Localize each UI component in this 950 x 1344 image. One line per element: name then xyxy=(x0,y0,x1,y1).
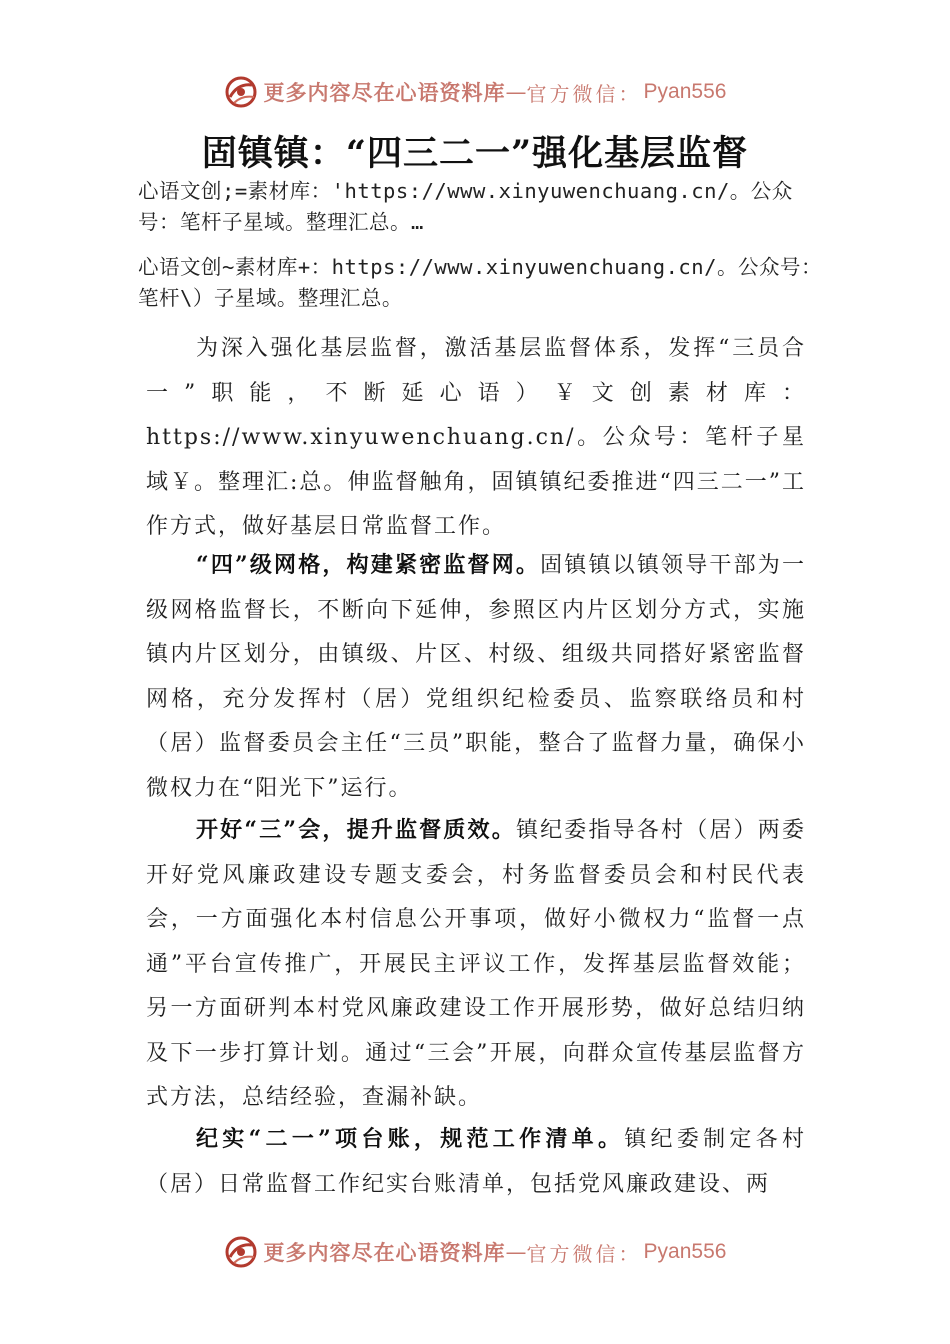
paragraph-ledger xyxy=(146,1117,806,1207)
paragraph-lead: 开好“三”会，提升监督质效。 xyxy=(196,817,516,843)
paragraph-lead: “四”级网格，构建紧密监督网。 xyxy=(196,552,541,578)
banner-main-text: 更多内容尽在心语资料库 xyxy=(263,80,506,105)
paragraph-lead: 纪实“二一”项台账，规范工作清单。 xyxy=(196,1126,625,1152)
logo-icon xyxy=(224,1235,258,1269)
banner-main-text: 更多内容尽在心语资料库 xyxy=(263,1240,506,1265)
banner-dash: — xyxy=(505,1240,527,1264)
paragraph-body: 镇纪委指导各村（居）两委开好党风廉政建设专题支委会，村务监督委员会和村民代表会，一方面强化本村信息公开事项，做好小微权力“监督一点通”平台宣传推广，开展民主评议工作，发挥基层监督效能；另一方面研判本村党风廉政建设工作开展形势，做好总结归纳及下一步打算计划。通过“三会”开展，向群众宣传基层监督方式方法，总结经验，查漏补缺。 xyxy=(146,818,806,1110)
paragraph-intro xyxy=(146,326,806,550)
header-banner xyxy=(0,72,950,112)
logo-icon xyxy=(224,75,258,109)
paragraph-body: 固镇镇以镇领导干部为一级网格监督长，不断向下延伸，参照区内片区划分方式，实施镇内片区划分，由镇级、片区、村级、组级共同搭好紧密监督网格，充分发挥村（居）党组织纪检委员、监察联络员和村（居）监督委员会主任“三员”职能，整合了监督力量，确保小微权力在“阳光下”运行。 xyxy=(146,553,806,801)
paragraph-body: 为深入强化基层监督，激活基层监督体系，发挥“三员合一”职能，不断延心语）￥文创素材库：https://www.xinyuwenchuang.cn/。公众号：笔杆子星域￥。整理汇:总。伸监督触角，固镇镇纪委推进“四三二一”工作方式，做好基层日常监督工作。 xyxy=(146,336,806,539)
source-note-2: 心语文创~素材库+：https://www.xinyuwenchuang.cn/。公众号：笔杆\）子星域。整理汇总。 xyxy=(138,255,822,310)
banner-wechat-label: 官方微信： xyxy=(526,1241,642,1266)
paragraph-body: 镇纪委制定各村（居）日常监督工作纪实台账清单，包括党风廉政建设、两 xyxy=(146,1127,806,1197)
footer-banner xyxy=(0,1232,950,1272)
banner-dash: — xyxy=(505,80,527,104)
paragraph-three-meetings xyxy=(146,808,806,1121)
banner-wechat-label: 官方微信： xyxy=(526,81,642,106)
paragraph-four-grid xyxy=(146,543,806,811)
banner-wechat-id: Pyan556 xyxy=(643,80,727,103)
source-note-1: 心语文创;=素材库：'https://www.xinyuwenchuang.cn/。公众号：笔杆子星域。整理汇总。… xyxy=(138,179,793,234)
page-title: 固镇镇：“四三二一”强化基层监督 xyxy=(201,133,749,174)
banner-wechat-id: Pyan556 xyxy=(643,1240,727,1263)
